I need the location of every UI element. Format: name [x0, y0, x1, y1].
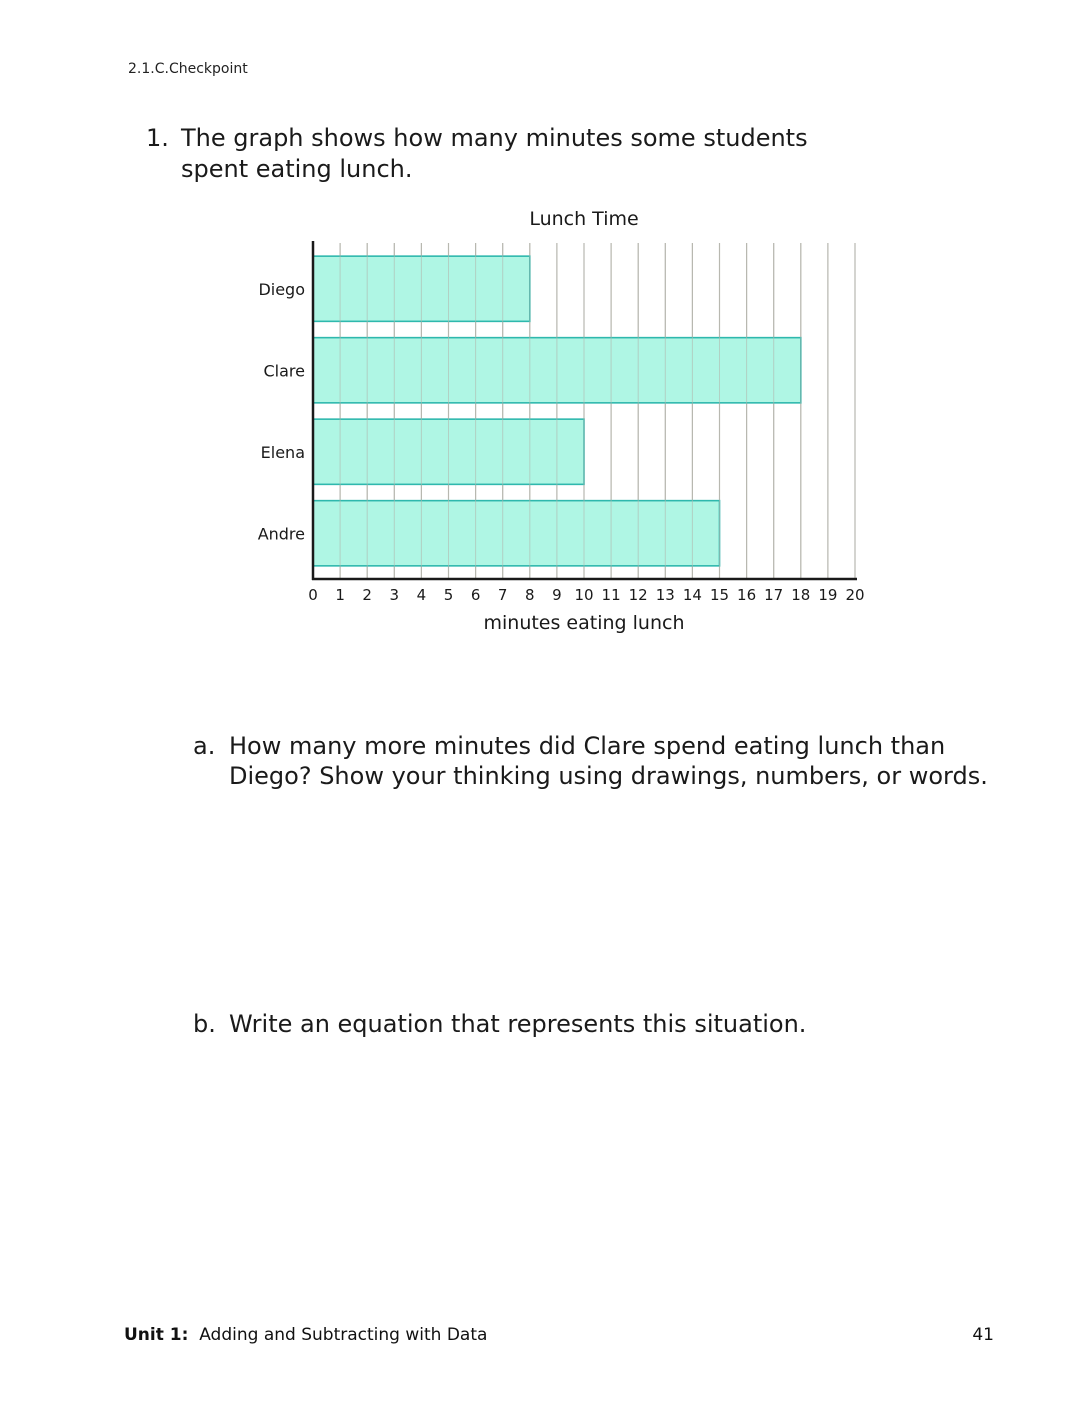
- x-tick-label-8: 8: [525, 586, 535, 604]
- question-number: 1.: [146, 124, 169, 152]
- subquestion-b-text: Write an equation that represents this situation.: [229, 1010, 807, 1038]
- subquestion-a-text: How many more minutes did Clare spend eating lunch than Diego? Show your thinking using drawings, numbers, or words.: [229, 732, 988, 790]
- footer-unit: [124, 1325, 487, 1345]
- x-tick-label-6: 6: [470, 586, 481, 604]
- x-tick-label-9: 9: [552, 586, 562, 604]
- category-label-clare: Clare: [263, 361, 305, 381]
- x-tick-label-5: 5: [443, 586, 454, 604]
- footer-unit-title: Adding and Subtracting with Data: [199, 1325, 488, 1345]
- page-code: 2.1.C.Checkpoint: [128, 61, 248, 77]
- lunch-time-bar-chart: [240, 196, 880, 646]
- category-labels: [258, 280, 305, 544]
- x-tick-label-2: 2: [362, 586, 372, 604]
- question-text: The graph shows how many minutes some students spent eating lunch.: [181, 124, 808, 183]
- chart-bars: [313, 243, 855, 579]
- x-tick-label-10: 10: [574, 586, 594, 604]
- x-tick-label-3: 3: [389, 586, 400, 604]
- x-tick-label-11: 11: [601, 586, 621, 604]
- x-tick-label-16: 16: [737, 586, 757, 604]
- x-tick-label-1: 1: [335, 586, 345, 604]
- footer-unit-label: Unit 1:: [124, 1325, 189, 1345]
- category-label-andre: Andre: [257, 524, 305, 544]
- x-tick-label-14: 14: [682, 586, 702, 604]
- tick-labels: [308, 586, 864, 604]
- x-tick-label-19: 19: [818, 586, 838, 604]
- page-number: 41: [972, 1325, 994, 1345]
- x-tick-label-18: 18: [791, 586, 811, 604]
- x-axis-label: minutes eating lunch: [483, 612, 685, 634]
- x-tick-label-17: 17: [764, 586, 784, 604]
- x-tick-label-13: 13: [655, 586, 675, 604]
- x-tick-label-12: 12: [628, 586, 648, 604]
- x-tick-label-15: 15: [709, 586, 730, 604]
- category-label-diego: Diego: [258, 279, 305, 299]
- chart-title: Lunch Time: [529, 208, 639, 230]
- x-tick-label-4: 4: [416, 586, 427, 604]
- category-label-elena: Elena: [260, 442, 305, 462]
- x-tick-label-0: 0: [308, 586, 318, 604]
- x-tick-label-20: 20: [845, 586, 865, 604]
- x-tick-label-7: 7: [497, 586, 508, 604]
- subquestion-b-letter: b.: [193, 1010, 216, 1038]
- bar-andre: [313, 501, 720, 566]
- subquestion-a-letter: a.: [193, 732, 216, 760]
